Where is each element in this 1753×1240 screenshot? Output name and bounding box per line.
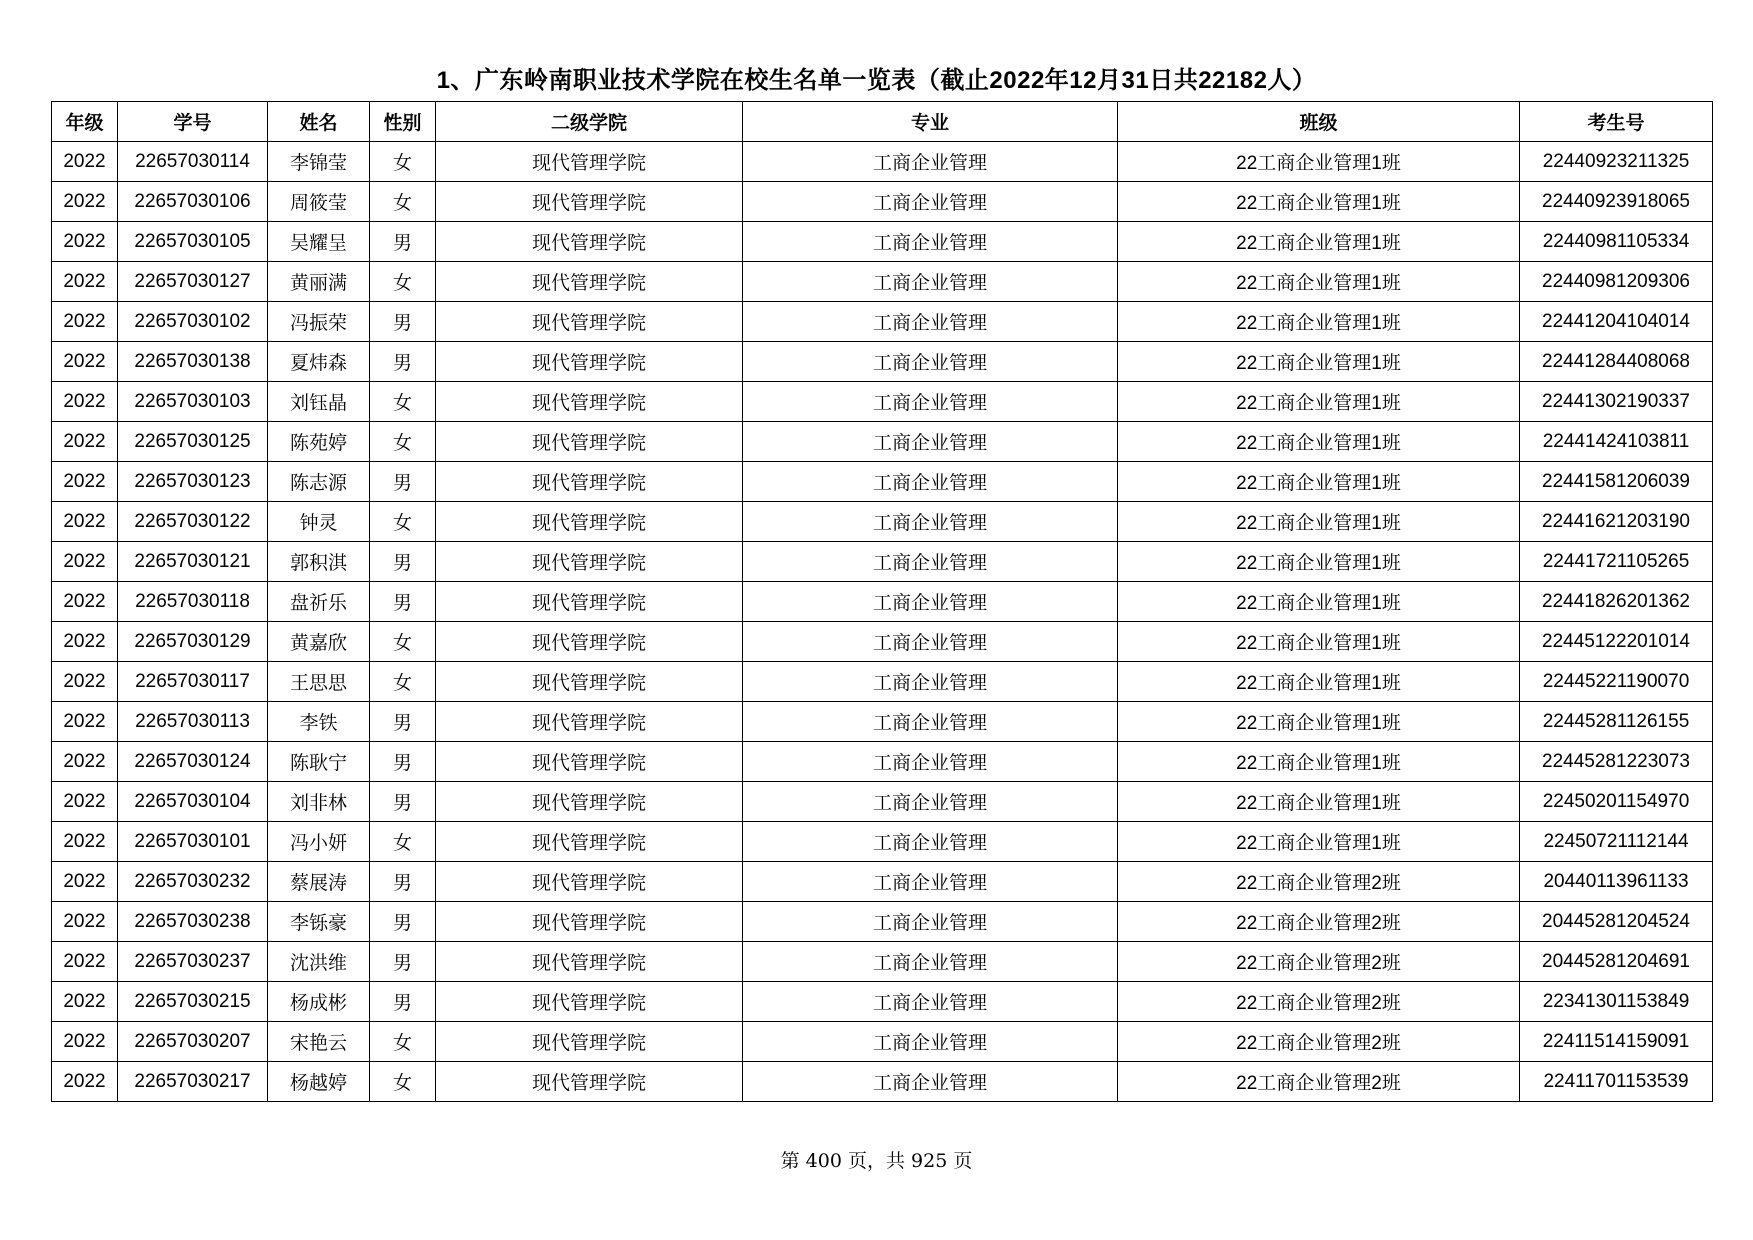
gender-cell: 女 [370,422,436,462]
class-cell: 22工商企业管理1班 [1118,142,1520,182]
exam-number-cell: 22441302190337 [1520,382,1713,422]
name-cell: 王思思 [268,662,370,702]
student-id-cell: 22657030121 [118,542,268,582]
name-cell: 李锦莹 [268,142,370,182]
class-cell: 22工商企业管理1班 [1118,822,1520,862]
class-cell: 22工商企业管理1班 [1118,462,1520,502]
college-cell: 现代管理学院 [436,902,743,942]
major-cell: 工商企业管理 [743,702,1118,742]
major-cell: 工商企业管理 [743,902,1118,942]
column-header-name: 姓名 [268,102,370,142]
class-cell: 22工商企业管理1班 [1118,742,1520,782]
grade-cell: 2022 [52,382,118,422]
class-cell: 22工商企业管理1班 [1118,782,1520,822]
exam-number-cell: 22440923918065 [1520,182,1713,222]
college-cell: 现代管理学院 [436,542,743,582]
class-cell: 22工商企业管理2班 [1118,902,1520,942]
grade-cell: 2022 [52,702,118,742]
major-cell: 工商企业管理 [743,742,1118,782]
class-cell: 22工商企业管理1班 [1118,342,1520,382]
grade-cell: 2022 [52,862,118,902]
major-cell: 工商企业管理 [743,462,1118,502]
name-cell: 周筱莹 [268,182,370,222]
gender-cell: 女 [370,262,436,302]
gender-cell: 男 [370,702,436,742]
major-cell: 工商企业管理 [743,662,1118,702]
name-cell: 黄嘉欣 [268,622,370,662]
class-cell: 22工商企业管理1班 [1118,622,1520,662]
class-cell: 22工商企业管理2班 [1118,982,1520,1022]
grade-cell: 2022 [52,182,118,222]
table-row [52,142,1713,182]
class-cell: 22工商企业管理2班 [1118,1022,1520,1062]
grade-cell: 2022 [52,462,118,502]
major-cell: 工商企业管理 [743,302,1118,342]
grade-cell: 2022 [52,142,118,182]
student-id-cell: 22657030127 [118,262,268,302]
student-id-cell: 22657030129 [118,622,268,662]
grade-cell: 2022 [52,542,118,582]
grade-cell: 2022 [52,902,118,942]
grade-cell: 2022 [52,262,118,302]
name-cell: 宋艳云 [268,1022,370,1062]
grade-cell: 2022 [52,222,118,262]
exam-number-cell: 22445281223073 [1520,742,1713,782]
gender-cell: 女 [370,142,436,182]
class-cell: 22工商企业管理1班 [1118,422,1520,462]
exam-number-cell: 22450721112144 [1520,822,1713,862]
name-cell: 盘祈乐 [268,582,370,622]
exam-number-cell: 22411701153539 [1520,1062,1713,1102]
table-row [52,742,1713,782]
major-cell: 工商企业管理 [743,502,1118,542]
table-row [52,982,1713,1022]
class-cell: 22工商企业管理1班 [1118,262,1520,302]
table-row [52,782,1713,822]
exam-number-cell: 22341301153849 [1520,982,1713,1022]
college-cell: 现代管理学院 [436,782,743,822]
gender-cell: 男 [370,782,436,822]
student-id-cell: 22657030114 [118,142,268,182]
college-cell: 现代管理学院 [436,262,743,302]
student-id-cell: 22657030118 [118,582,268,622]
student-id-cell: 22657030217 [118,1062,268,1102]
major-cell: 工商企业管理 [743,542,1118,582]
major-cell: 工商企业管理 [743,1062,1118,1102]
student-id-cell: 22657030238 [118,902,268,942]
college-cell: 现代管理学院 [436,1022,743,1062]
gender-cell: 男 [370,942,436,982]
college-cell: 现代管理学院 [436,462,743,502]
college-cell: 现代管理学院 [436,342,743,382]
name-cell: 杨成彬 [268,982,370,1022]
grade-cell: 2022 [52,942,118,982]
exam-number-cell: 22445221190070 [1520,662,1713,702]
gender-cell: 女 [370,1062,436,1102]
name-cell: 刘钰晶 [268,382,370,422]
table-row [52,382,1713,422]
exam-number-cell: 22441424103811 [1520,422,1713,462]
column-header-grade: 年级 [52,102,118,142]
table-row [52,702,1713,742]
student-id-cell: 22657030122 [118,502,268,542]
table-row [52,182,1713,222]
grade-cell: 2022 [52,1022,118,1062]
student-id-cell: 22657030215 [118,982,268,1022]
table-row [52,422,1713,462]
exam-number-cell: 22450201154970 [1520,782,1713,822]
class-cell: 22工商企业管理1班 [1118,222,1520,262]
exam-number-cell: 20445281204691 [1520,942,1713,982]
college-cell: 现代管理学院 [436,302,743,342]
name-cell: 刘非林 [268,782,370,822]
class-cell: 22工商企业管理2班 [1118,942,1520,982]
class-cell: 22工商企业管理2班 [1118,1062,1520,1102]
table-row [52,822,1713,862]
name-cell: 陈苑婷 [268,422,370,462]
grade-cell: 2022 [52,782,118,822]
student-id-cell: 22657030113 [118,702,268,742]
student-id-cell: 22657030124 [118,742,268,782]
major-cell: 工商企业管理 [743,862,1118,902]
college-cell: 现代管理学院 [436,622,743,662]
college-cell: 现代管理学院 [436,742,743,782]
college-cell: 现代管理学院 [436,502,743,542]
page-title: 1、广东岭南职业技术学院在校生名单一览表（截止2022年12月31日共22182人） [436,67,1317,94]
name-cell: 钟灵 [268,502,370,542]
gender-cell: 男 [370,902,436,942]
table-body [52,142,1713,1102]
grade-cell: 2022 [52,502,118,542]
table-row [52,502,1713,542]
major-cell: 工商企业管理 [743,222,1118,262]
college-cell: 现代管理学院 [436,182,743,222]
name-cell: 蔡展涛 [268,862,370,902]
college-cell: 现代管理学院 [436,582,743,622]
student-id-cell: 22657030102 [118,302,268,342]
table-row [52,342,1713,382]
name-cell: 郭积淇 [268,542,370,582]
column-header-exam-number: 考生号 [1520,102,1713,142]
gender-cell: 男 [370,742,436,782]
student-id-cell: 22657030103 [118,382,268,422]
name-cell: 陈耿宁 [268,742,370,782]
major-cell: 工商企业管理 [743,982,1118,1022]
college-cell: 现代管理学院 [436,382,743,422]
gender-cell: 男 [370,462,436,502]
college-cell: 现代管理学院 [436,662,743,702]
grade-cell: 2022 [52,662,118,702]
exam-number-cell: 22445122201014 [1520,622,1713,662]
exam-number-cell: 22441284408068 [1520,342,1713,382]
student-id-cell: 22657030207 [118,1022,268,1062]
gender-cell: 男 [370,982,436,1022]
gender-cell: 女 [370,822,436,862]
major-cell: 工商企业管理 [743,782,1118,822]
student-id-cell: 22657030104 [118,782,268,822]
grade-cell: 2022 [52,1062,118,1102]
class-cell: 22工商企业管理1班 [1118,382,1520,422]
gender-cell: 女 [370,182,436,222]
student-id-cell: 22657030123 [118,462,268,502]
exam-number-cell: 22440981209306 [1520,262,1713,302]
table-row [52,942,1713,982]
gender-cell: 女 [370,662,436,702]
table-row [52,222,1713,262]
grade-cell: 2022 [52,342,118,382]
name-cell: 李铁 [268,702,370,742]
student-id-cell: 22657030105 [118,222,268,262]
table-row [52,462,1713,502]
grade-cell: 2022 [52,822,118,862]
table-row [52,1022,1713,1062]
grade-cell: 2022 [52,742,118,782]
student-id-cell: 22657030101 [118,822,268,862]
gender-cell: 女 [370,1022,436,1062]
name-cell: 陈志源 [268,462,370,502]
exam-number-cell: 22441826201362 [1520,582,1713,622]
college-cell: 现代管理学院 [436,222,743,262]
gender-cell: 男 [370,222,436,262]
class-cell: 22工商企业管理1班 [1118,302,1520,342]
name-cell: 沈洪维 [268,942,370,982]
column-header-student-id: 学号 [118,102,268,142]
college-cell: 现代管理学院 [436,702,743,742]
gender-cell: 男 [370,862,436,902]
college-cell: 现代管理学院 [436,422,743,462]
class-cell: 22工商企业管理1班 [1118,702,1520,742]
class-cell: 22工商企业管理1班 [1118,502,1520,542]
exam-number-cell: 22441721105265 [1520,542,1713,582]
table-row [52,1062,1713,1102]
header-row [52,102,1713,142]
exam-number-cell: 22441581206039 [1520,462,1713,502]
name-cell: 吴耀呈 [268,222,370,262]
gender-cell: 男 [370,542,436,582]
major-cell: 工商企业管理 [743,262,1118,302]
major-cell: 工商企业管理 [743,942,1118,982]
exam-number-cell: 22445281126155 [1520,702,1713,742]
major-cell: 工商企业管理 [743,182,1118,222]
gender-cell: 男 [370,302,436,342]
class-cell: 22工商企业管理2班 [1118,862,1520,902]
gender-cell: 男 [370,582,436,622]
major-cell: 工商企业管理 [743,422,1118,462]
name-cell: 黄丽满 [268,262,370,302]
exam-number-cell: 20445281204524 [1520,902,1713,942]
class-cell: 22工商企业管理1班 [1118,542,1520,582]
column-header-major: 专业 [743,102,1118,142]
column-header-class: 班级 [1118,102,1520,142]
major-cell: 工商企业管理 [743,142,1118,182]
major-cell: 工商企业管理 [743,1022,1118,1062]
grade-cell: 2022 [52,422,118,462]
name-cell: 冯振荣 [268,302,370,342]
class-cell: 22工商企业管理1班 [1118,182,1520,222]
college-cell: 现代管理学院 [436,862,743,902]
exam-number-cell: 22441204104014 [1520,302,1713,342]
college-cell: 现代管理学院 [436,982,743,1022]
grade-cell: 2022 [52,302,118,342]
gender-cell: 女 [370,622,436,662]
gender-cell: 女 [370,502,436,542]
table-row [52,582,1713,622]
name-cell: 冯小妍 [268,822,370,862]
major-cell: 工商企业管理 [743,822,1118,862]
student-id-cell: 22657030237 [118,942,268,982]
table-row [52,262,1713,302]
college-cell: 现代管理学院 [436,942,743,982]
college-cell: 现代管理学院 [436,142,743,182]
exam-number-cell: 20440113961133 [1520,862,1713,902]
college-cell: 现代管理学院 [436,1062,743,1102]
table-row [52,542,1713,582]
student-id-cell: 22657030125 [118,422,268,462]
table-row [52,622,1713,662]
table-row [52,662,1713,702]
class-cell: 22工商企业管理1班 [1118,582,1520,622]
table-row [52,302,1713,342]
gender-cell: 男 [370,342,436,382]
column-header-college: 二级学院 [436,102,743,142]
student-roster-table [51,101,1713,1102]
class-cell: 22工商企业管理1班 [1118,662,1520,702]
student-id-cell: 22657030138 [118,342,268,382]
table-row [52,902,1713,942]
exam-number-cell: 22440981105334 [1520,222,1713,262]
student-id-cell: 22657030106 [118,182,268,222]
exam-number-cell: 22440923211325 [1520,142,1713,182]
exam-number-cell: 22441621203190 [1520,502,1713,542]
grade-cell: 2022 [52,982,118,1022]
student-id-cell: 22657030117 [118,662,268,702]
table-row [52,862,1713,902]
major-cell: 工商企业管理 [743,342,1118,382]
student-id-cell: 22657030232 [118,862,268,902]
grade-cell: 2022 [52,582,118,622]
name-cell: 杨越婷 [268,1062,370,1102]
exam-number-cell: 22411514159091 [1520,1022,1713,1062]
college-cell: 现代管理学院 [436,822,743,862]
major-cell: 工商企业管理 [743,582,1118,622]
major-cell: 工商企业管理 [743,382,1118,422]
page-number: 第 400 页，共 925 页 [780,1150,973,1172]
table-header [52,102,1713,142]
gender-cell: 女 [370,382,436,422]
column-header-gender: 性别 [370,102,436,142]
grade-cell: 2022 [52,622,118,662]
name-cell: 李铄豪 [268,902,370,942]
name-cell: 夏炜森 [268,342,370,382]
major-cell: 工商企业管理 [743,622,1118,662]
